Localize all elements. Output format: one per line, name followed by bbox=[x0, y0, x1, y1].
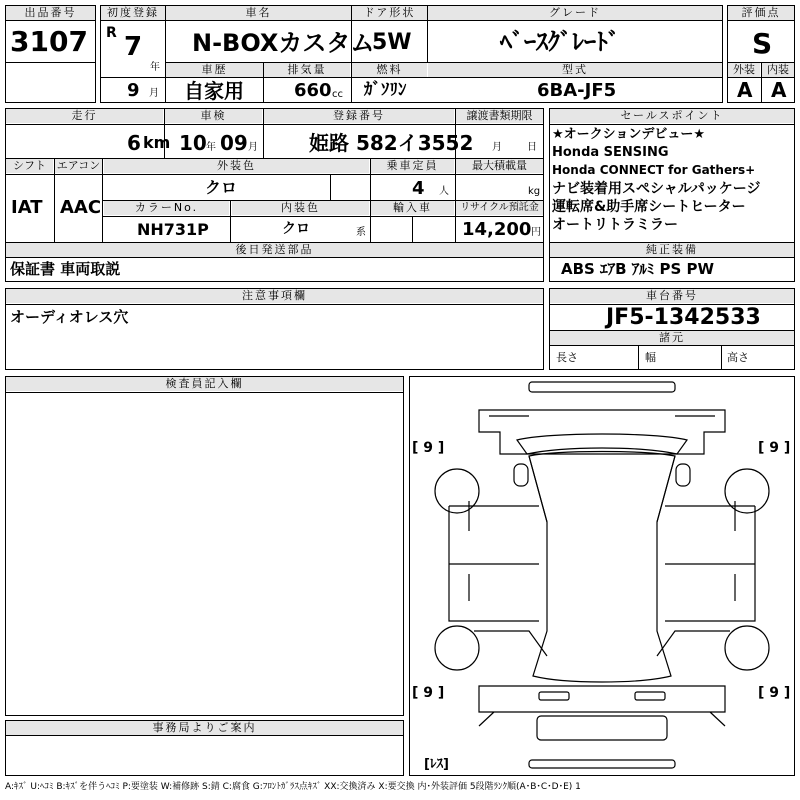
car-name-label: 車名 bbox=[166, 6, 351, 20]
ext-color-label: 外装色 bbox=[104, 159, 369, 173]
mileage-value: 6 bbox=[127, 131, 141, 155]
specs-label: 諸元 bbox=[550, 331, 794, 345]
reg-month: 9 bbox=[127, 80, 140, 101]
load-label: 最大積載量 bbox=[456, 159, 543, 173]
tire-rl-rating: [ 9 ] bbox=[412, 685, 445, 701]
transfer-month-unit: 月 bbox=[492, 142, 502, 153]
fuel-label: 燃料 bbox=[352, 63, 427, 77]
transfer-label: 譲渡書類期限 bbox=[456, 109, 543, 123]
mileage-unit: km bbox=[143, 133, 171, 152]
car-name: N-BOXカスタム bbox=[192, 29, 375, 57]
selling-point-line: Honda CONNECT for Gathers+ bbox=[552, 163, 756, 177]
hood-outline bbox=[479, 410, 725, 454]
shift-value: IAT bbox=[11, 197, 43, 218]
transfer-day-unit: 日 bbox=[527, 142, 537, 153]
selling-point-line: オートリトラミラー bbox=[552, 217, 678, 233]
equipment-label: 純正装備 bbox=[550, 243, 794, 257]
grade-name: ﾍﾞｰｽｸﾞﾚｰﾄﾞ bbox=[500, 28, 620, 56]
history-value: 自家用 bbox=[184, 79, 244, 103]
right-body-outline bbox=[665, 506, 755, 621]
ext-color-value: クロ bbox=[205, 178, 238, 197]
tire-rear-left bbox=[435, 626, 479, 670]
import-label: 輸入車 bbox=[371, 201, 454, 215]
tire-rear-right bbox=[725, 626, 769, 670]
rear-outline bbox=[479, 686, 725, 726]
inspector-label: 検査員記入欄 bbox=[6, 377, 403, 391]
capacity-label: 乗車定員 bbox=[371, 159, 454, 173]
tire-fr-rating: [ 9 ] bbox=[758, 440, 791, 456]
rear-bumper-shape bbox=[529, 760, 675, 768]
capacity-unit: 人 bbox=[439, 186, 449, 197]
shift-label: シフト bbox=[6, 159, 53, 173]
selling-point-line: ナビ装着用スペシャルパッケージ bbox=[552, 181, 761, 197]
later-parts-value: 保証書 車両取説 bbox=[10, 260, 121, 278]
length-label: 長さ bbox=[556, 351, 578, 364]
interior-grade: A bbox=[771, 78, 787, 102]
chassis-label: 車台番号 bbox=[550, 289, 794, 303]
selling-point-line: 運転席&助手席シートヒーター bbox=[552, 199, 746, 215]
ac-value: AAC bbox=[60, 197, 102, 218]
exterior-label: 外装 bbox=[728, 63, 760, 77]
grade-label: グレード bbox=[428, 6, 722, 20]
history-label: 車歴 bbox=[166, 63, 263, 77]
height-label: 高さ bbox=[727, 351, 749, 364]
office-label: 事務局よりご案内 bbox=[6, 721, 403, 735]
reg-year: 7 bbox=[124, 32, 143, 62]
recycle-label: リサイクル預託金 bbox=[456, 201, 543, 215]
inspection-year: 10 bbox=[179, 131, 207, 155]
width-label: 幅 bbox=[645, 351, 656, 364]
displacement-label: 排気量 bbox=[264, 63, 350, 77]
tire-fl-rating: [ 9 ] bbox=[412, 440, 445, 456]
door-label: ドア形状 bbox=[352, 6, 427, 20]
inspection-label: 車検 bbox=[165, 109, 262, 123]
lot-number: 3107 bbox=[10, 25, 88, 58]
inspector-box bbox=[5, 376, 404, 716]
exterior-grade: A bbox=[737, 78, 753, 102]
model-label: 型式 bbox=[428, 63, 722, 77]
lot-label: 出品番号 bbox=[6, 6, 95, 20]
later-parts-label: 後日発送部品 bbox=[6, 243, 543, 257]
selling-points-list bbox=[552, 128, 792, 236]
selling-point-line: Honda SENSING bbox=[552, 145, 669, 160]
inspection-month-unit: 月 bbox=[248, 142, 258, 153]
color-no-value: NH731P bbox=[137, 220, 209, 239]
era-mark: R bbox=[106, 25, 117, 41]
int-color-label: 内装色 bbox=[232, 201, 369, 215]
equipment-value: ABS ｴｱB ｱﾙﾐ PS PW bbox=[561, 260, 715, 278]
inspection-month: 09 bbox=[220, 131, 248, 155]
color-no-label: カラーNo. bbox=[104, 201, 229, 215]
interior-label: 内装 bbox=[762, 63, 794, 77]
door-type: 5W bbox=[372, 30, 412, 55]
score-label: 評価点 bbox=[728, 6, 794, 20]
notes-value: オーディオレス穴 bbox=[10, 308, 129, 326]
month-unit: 月 bbox=[149, 88, 159, 99]
model-value: 6BA-JF5 bbox=[537, 80, 617, 101]
plate-value: 姫路 582イ3552 bbox=[309, 131, 474, 155]
front-bumper-shape bbox=[529, 382, 675, 392]
mileage-label: 走行 bbox=[6, 109, 163, 123]
car-diagram bbox=[409, 376, 795, 776]
plate-label: 登録番号 bbox=[264, 109, 454, 123]
first-reg-label: 初度登録 bbox=[101, 6, 165, 20]
tire-rr-rating: [ 9 ] bbox=[758, 685, 791, 701]
score-value: S bbox=[752, 27, 773, 60]
fuel-value: ｶﾞｿﾘﾝ bbox=[364, 80, 407, 100]
year-unit: 年 bbox=[150, 62, 160, 73]
chassis-number: JF5-1342533 bbox=[606, 305, 761, 330]
notes-label: 注意事項欄 bbox=[6, 289, 543, 303]
spare-tire-rating: [ﾚｽ] bbox=[424, 757, 449, 772]
footer-legend: A:ｷｽﾞ U:ﾍｺﾐ B:ｷｽﾞを伴うﾍｺﾐ P:要塗装 W:補修跡 S:錆 C:腐食 G:ﾌﾛﾝﾄｶﾞﾗｽ点ｷｽﾞ XX:交換済み X:要交換 内･外装評価 5段階ﾗﾝｸ順(A･B･C･D･E) 1 bbox=[5, 782, 581, 792]
left-body-outline bbox=[449, 506, 539, 621]
int-color-unit: 系 bbox=[356, 227, 366, 238]
roof-outline bbox=[529, 452, 675, 683]
inspection-year-unit: 年 bbox=[206, 142, 216, 153]
load-unit: kg bbox=[528, 186, 541, 197]
capacity-value: 4 bbox=[412, 178, 425, 199]
selling-point-line: ★オークションデビュー★ bbox=[552, 127, 706, 142]
ac-label: エアコン bbox=[56, 159, 101, 172]
selling-points-label: セールスポイント bbox=[550, 109, 794, 123]
displacement-value: 660 bbox=[294, 80, 332, 101]
recycle-unit: 円 bbox=[531, 227, 541, 238]
displacement-unit: cc bbox=[332, 89, 343, 100]
recycle-value: 14,200 bbox=[462, 219, 532, 240]
int-color-value: クロ bbox=[282, 221, 310, 237]
